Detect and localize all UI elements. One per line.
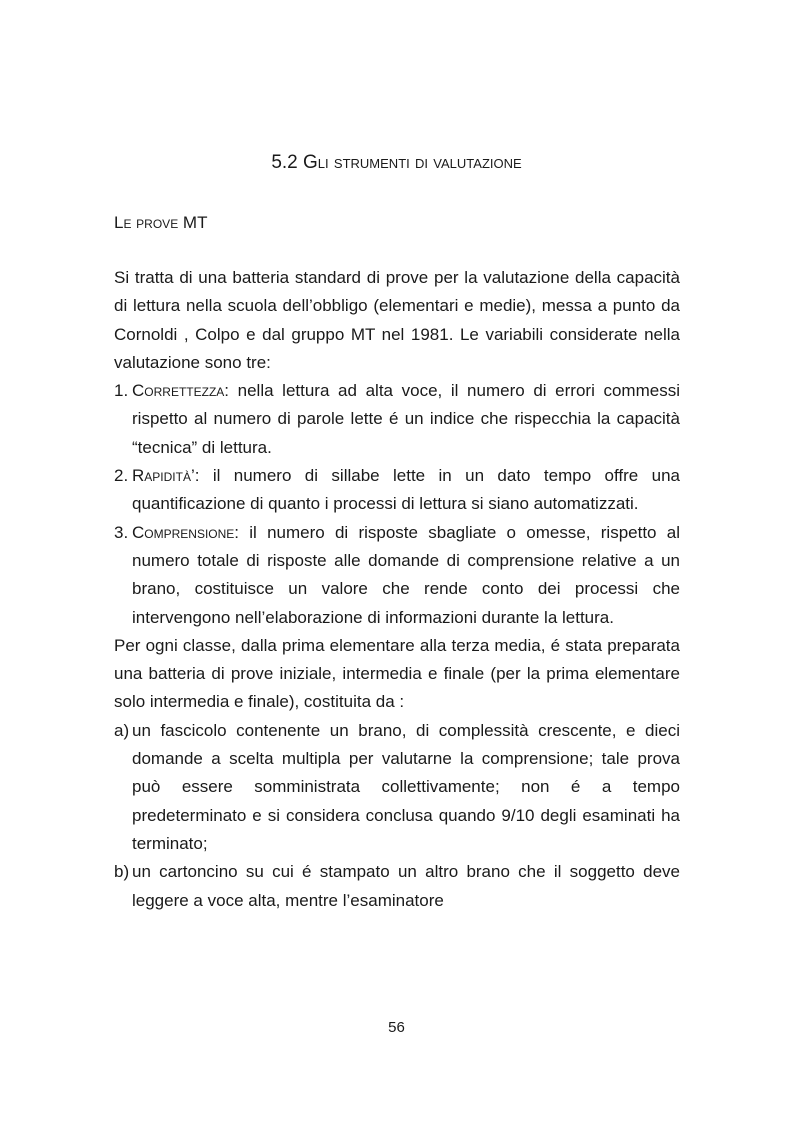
term-label: Correttezza [132,381,225,401]
list-marker: a) [114,720,130,740]
second-paragraph: Per ogni classe, dalla prima elementare alla terza media, é stata preparata una batteria di prove iniziale, intermedia e finale (per la prima elementare solo intermedia e finale), costituita da : [114,635,680,712]
term-label: Comprensione [132,522,235,542]
intro-paragraph: Si tratta di una batteria standard di prove per la valutazione della capacità di lettura nella scuola dell’obbligo (elementari e medie), messa a punto da Cornoldi , Colpo e dal gruppo MT nel 1981. Le variabili considerate nella valutazione sono tre: [114,268,680,372]
list-marker: 1. [114,381,129,401]
list-marker: b) [114,862,130,882]
list-item-text: un cartoncino su cui é stampato un altro brano che il soggetto deve leggere a voce alta, mentre l’esaminatore [132,862,680,910]
term-label: Rapidità [132,466,191,486]
body-text [114,264,680,915]
list-item-cartoncino [114,858,680,915]
term-definition: ’: il numero di sillabe lette in un dato tempo offre una quantificazione di quanto i processi di lettura si siano automatizzati. [132,466,680,514]
list-item-correttezza [114,377,680,462]
list-item-comprensione [114,519,680,632]
section-title-text: Gli strumenti di valutazione [303,152,522,173]
term-definition: : il numero di risposte sbagliate o omesse, rispetto al numero totale di risposte alle domande di comprensione relative a un brano, costituisce un valore che rende conto dei processi che intervengono nell’elaborazione di informazioni durante la lettura. [132,522,680,627]
list-marker: 2. [114,466,129,486]
term-definition: : nella lettura ad alta voce, il numero di errori commessi rispetto al numero di parole lette é un indice che rispecchia la capacità “tecnica” di lettura. [132,381,680,457]
page-number: 56 [388,1019,405,1036]
section-number: 5.2 [271,152,298,173]
subheading: Le prove MT [114,213,208,232]
section-title [0,150,793,176]
list-marker: 3. [114,522,129,542]
list-item-rapidita [114,462,680,519]
list-item-text: un fascicolo contenente un brano, di complessità crescente, e dieci domande a scelta multipla per valutarne la comprensione; tale prova può essere somministrata collettivamente; non é a tempo predeterminato e si considera conclusa quando 9/10 degli esaminati ha terminato; [132,720,680,853]
list-item-fascicolo [114,717,680,858]
